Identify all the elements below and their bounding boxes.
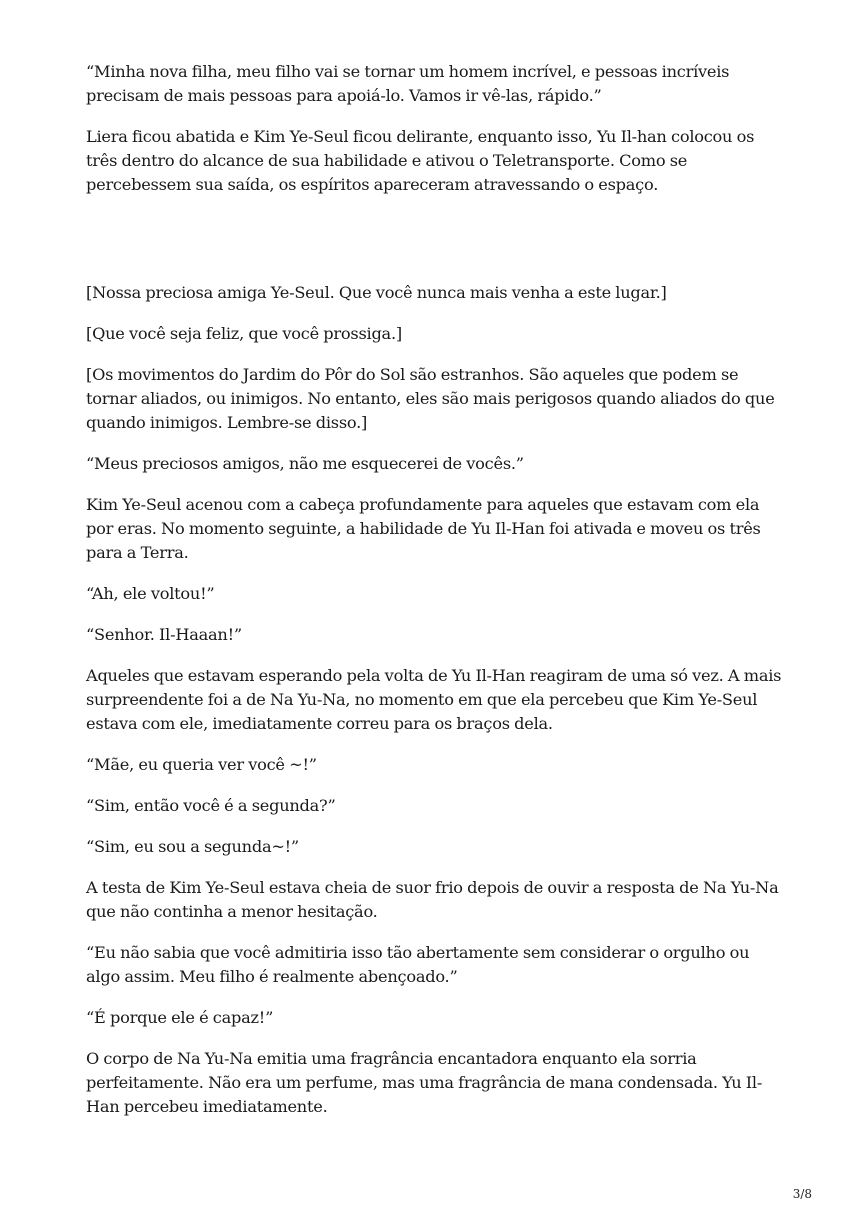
paragraph: “Sim, eu sou a segunda~!” (86, 837, 299, 856)
paragraph: O corpo de Na Yu-Na emitia uma fragrância encantadora enquanto ela sorria perfeitamente. Não era um perfume, mas uma fragrância de mana condensada. Yu Il-Han percebeu imediatamente. (86, 1049, 763, 1116)
paragraph: Kim Ye-Seul acenou com a cabeça profundamente para aqueles que estavam com ela por eras. No momento seguinte, a habilidade de Yu Il-Han foi ativada e moveu os três para a Terra. (86, 495, 761, 562)
paragraph: “Sim, então você é a segunda?” (86, 796, 336, 815)
paragraph: “Mãe, eu queria ver você ~!” (86, 755, 317, 774)
paragraph: Liera ficou abatida e Kim Ye-Seul ficou delirante, enquanto isso, Yu Il-han colocou os três dentro do alcance de sua habilidade e ativou o Teletransporte. Como se percebessem sua saída, os espíritos apareceram atravessando o espaço. (86, 127, 755, 194)
paragraph: “Senhor. Il-Haaan!” (86, 625, 242, 644)
paragraph: “É porque ele é capaz!” (86, 1008, 274, 1027)
paragraph: [Que você seja feliz, que você prossiga.] (86, 324, 402, 343)
page-number: 3/8 (792, 1187, 812, 1201)
section-gap (86, 214, 786, 281)
paragraph: [Os movimentos do Jardim do Pôr do Sol são estranhos. São aqueles que podem se tornar aliados, ou inimigos. No entanto, eles são mais perigosos quando aliados do que quando inimigos. Lembre-se disso.] (86, 365, 775, 432)
paragraph: “Minha nova filha, meu filho vai se tornar um homem incrível, e pessoas incríveis precisam de mais pessoas para apoiá-lo. Vamos ir vê-las, rápido.” (86, 62, 730, 105)
document-body (86, 60, 786, 1136)
paragraph: Aqueles que estavam esperando pela volta de Yu Il-Han reagiram de uma só vez. A mais surpreendente foi a de Na Yu-Na, no momento em que ela percebeu que Kim Ye-Seul estava com ele, imediatamente correu para os braços dela. (86, 666, 782, 733)
paragraph: [Nossa preciosa amiga Ye-Seul. Que você nunca mais venha a este lugar.] (86, 283, 667, 302)
paragraph: A testa de Kim Ye-Seul estava cheia de suor frio depois de ouvir a resposta de Na Yu-Na que não continha a menor hesitação. (86, 878, 779, 921)
paragraph: “Eu não sabia que você admitiria isso tão abertamente sem considerar o orgulho ou algo assim. Meu filho é realmente abençoado.” (86, 943, 750, 986)
paragraph: “Ah, ele voltou!” (86, 584, 215, 603)
paragraph: “Meus preciosos amigos, não me esquecerei de vocês.” (86, 454, 524, 473)
